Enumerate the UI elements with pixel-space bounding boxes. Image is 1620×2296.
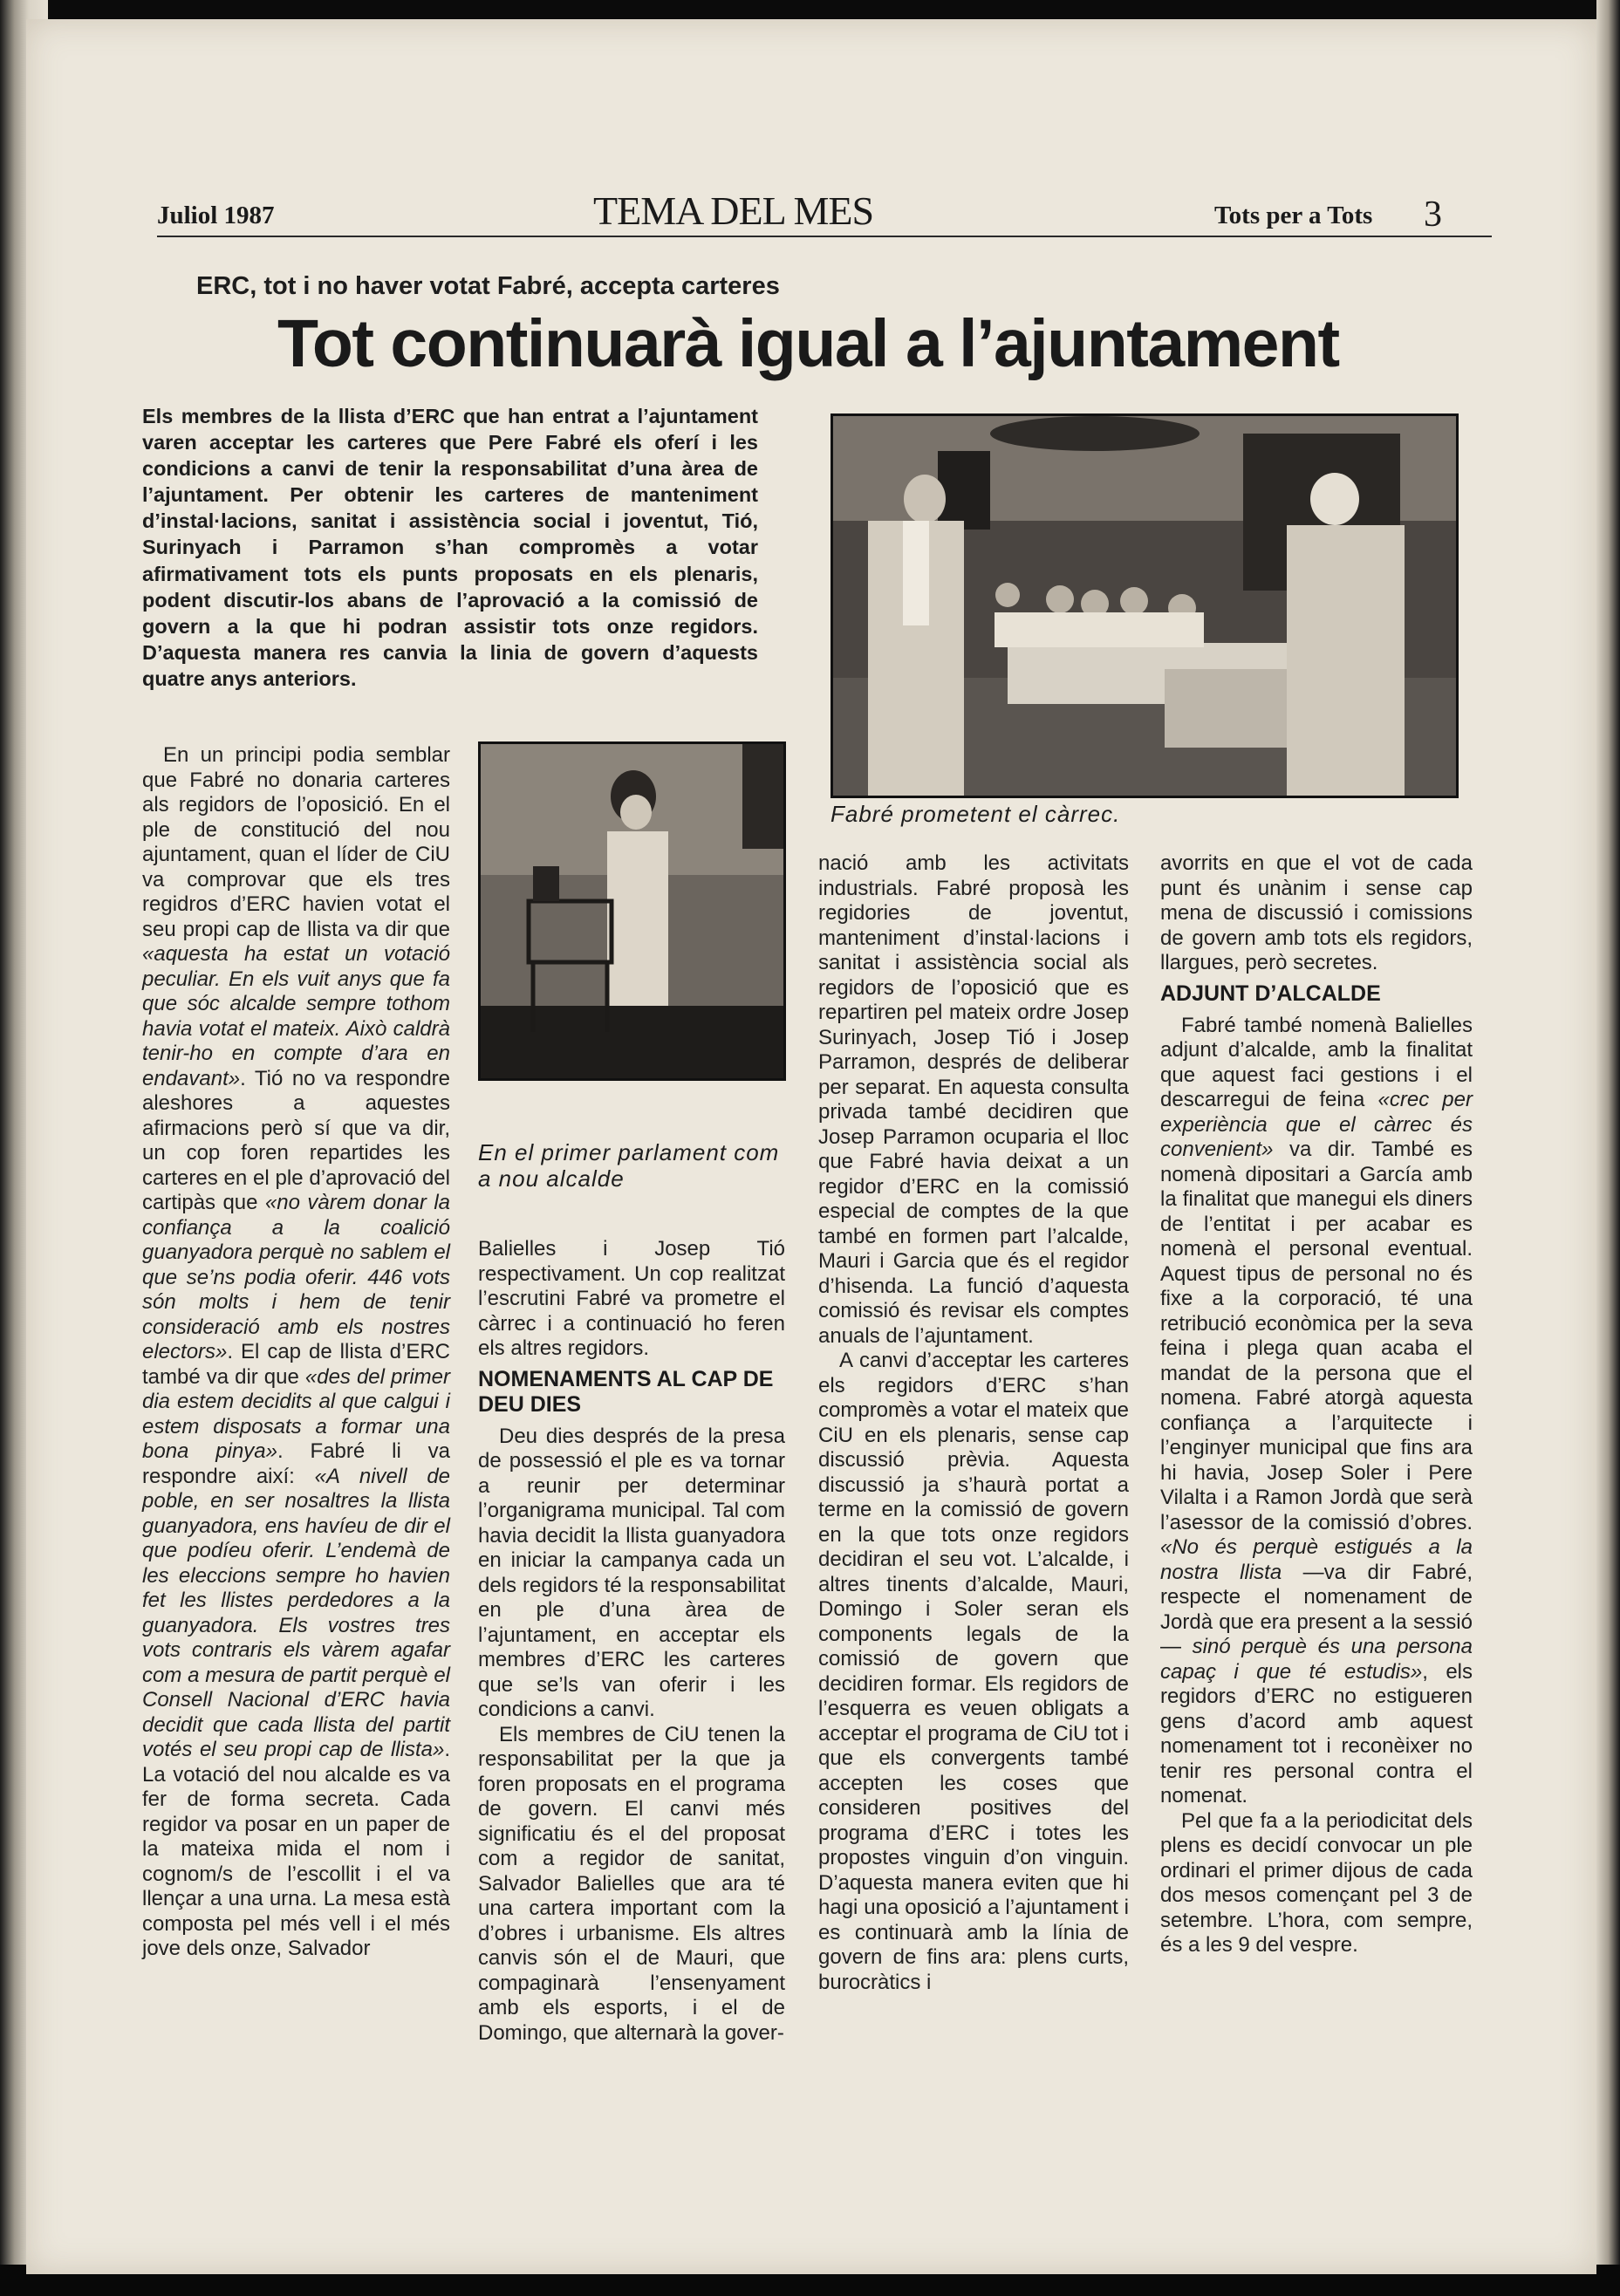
article-column-2 xyxy=(478,1237,785,2046)
article-column-1 xyxy=(142,743,450,1962)
quote: «aquesta ha estat un votació peculiar. En els vuit anys que fa que sóc alcalde sempre tothom havia votat el mateix. Això caldrà tenir-ho en compte d’ara en endavant» xyxy=(142,942,450,1090)
paragraph: A canvi d’acceptar les carteres els regidors d’ERC s’han compromès a votar el mateix que CiU en els plenaris, sense cap discussió prèvia. Aquesta discussió ja s’haurà portat a terme en la comissió de govern en la que tots onze regidors decidiran el seu vot. L’alcalde, i altres tinents d’alcalde, Mauri, Domingo i Soler seran els components legals de la comissió de govern que decidiren formar. Els regidors de l’esquerra es veuen obligats a acceptar el programa de CiU tot i que els convergents també accepten les coses que consideren positives del programa d’ERC i totes les propostes vinguin d’on vinguin. D’aquesta manera eviten que hi hagi una oposició a l’ajuntament i es continuarà amb la línia de govern de fins ara: plens curts, burocràtics i xyxy=(818,1349,1129,1994)
photo-first-speech-image xyxy=(481,744,783,1078)
photo-first-speech xyxy=(478,741,786,1081)
text-run: —va dir Fabré, respecte el nomenament de Jordà que era present a la sessió— xyxy=(1160,1560,1473,1658)
text-run: En un principi podia semblar que Fabré no donaria carteres als regidors de l’oposició. En el ple de constitució del nou ajuntament, quan el líder de CiU va comprovar que els tres regidros d’ERC havien votat el seu propi cap de llista va dir que xyxy=(142,743,450,941)
article-headline: Tot continuarà igual a l’ajuntament xyxy=(277,306,1339,381)
section-title: TEMA DEL MES xyxy=(593,188,874,233)
quote: «A nivell de poble, en ser nosaltres la llista guanyadora, ens havíeu de dir el que podíeu oferir. L’endemà de les eleccions sempre ho havien fet les llistes perdedores a la guanyadora. Els vostres tres vots contraris els vàrem agafar com a mesura de partit perquè el Consell Nacional d’ERC havia decidit que cada llista del partit votés el seu propi cap de llista» xyxy=(142,1464,451,1761)
quote: sinó perquè és una persona capaç i que té estudis» xyxy=(1160,1635,1473,1684)
issue-date: Juliol 1987 xyxy=(157,202,275,229)
subheading-adjunt: ADJUNT D’ALCALDE xyxy=(1160,981,1381,1006)
text-run: . El cap de llista d’ERC també va dir que xyxy=(142,1340,450,1389)
text-run: . Fabré li va respondre així: xyxy=(142,1439,450,1488)
quote: «no vàrem donar la confiança a la coalició guanyadora perquè no sablem el que se’ns podia oferir. 446 vots són molts i hem de tenir consideració amb els nostres electors» xyxy=(142,1191,450,1363)
text-run: . La votació del nou alcalde es va fer de forma secreta. Cada regidor va posar en un paper de la mateixa mida el nom i cognom/s de l’escollit i el va llençar a una urna. La mesa està composta pel més vell i el més jove dels onze, Salvador xyxy=(142,1738,450,1960)
paragraph: Els membres de CiU tenen la responsabilitat per la que ja foren proposats en el programa de govern. El canvi més significatiu és el del proposat com a regidor de sanitat, Salvador Balielles que ara té una cartera important com la d’obres i urbanisme. Els altres canvis són el de Mauri, que compaginarà l’ensenyament amb els esports, i el de Domingo, que alternarà la gover- xyxy=(478,1722,785,2045)
photo-swearing-in-image xyxy=(833,416,1456,796)
article-column-3 xyxy=(818,851,1129,1995)
article-lead: Els membres de la llista d’ERC que han entrat a l’ajuntament varen acceptar les carteres que Pere Fabré els oferí i les condicions a canvi de tenir la responsabilitat d’una àrea de l’ajuntament. Per obtenir les carteres de manteniment d’instal·lacions, sanitat i assistència social i joventut, Tió, Surinyach i Parramon s’han compromès a votar afirmativament tots els punts proposats en els plenaris, podent discutir-los abans de l’aprovació a la comissió de govern a la que hi podran assistir tots onze regidors. D’aquesta manera res canvia la linia de govern d’aquests quatre anys anteriors. xyxy=(142,405,758,690)
paragraph xyxy=(142,743,450,1962)
paragraph xyxy=(1160,1014,1473,1809)
quote: «No és perquè estigués a la nostra llista xyxy=(1160,1535,1473,1584)
photo-first-speech-caption: En el primer parlament com a nou alcalde xyxy=(478,1139,780,1192)
quote: «crec per experiència que el càrrec és convenient» xyxy=(1160,1088,1473,1161)
header-rule xyxy=(157,236,1492,237)
text-run: , els regidors d’ERC no estigueren gens d’acord amb aquest nomenament tot i reconèixer no tenir res personal contra el nomenat. xyxy=(1160,1659,1473,1807)
article-kicker: ERC, tot i no haver votat Fabré, accepta carteres xyxy=(196,272,780,300)
quote: «des del primer dia estem decidits al que calgui i estem disposats a formar una bona pinya» xyxy=(142,1364,450,1463)
subheading-nomenaments: NOMENAMENTS AL CAP DE DEU DIES xyxy=(478,1366,774,1417)
text-run: va dir. També es nomenà dipositari a García amb la finalitat que manegui els diners de l’entitat i per acabar es nomenà el personal eventual. Aquest tipus de personal no és fixe a la corporació, té una retribució econòmica per la seva feina i plega quan acaba el mandat de la persona que el nomena. Fabré atorgà aquesta confiança a l’arquitecte i l’enginyer municipal que fins ara hi havia, Josep Soler i Pere Vilalta i a Ramon Jordà que serà l’asessor de la comissió d’obres. xyxy=(1160,1138,1473,1534)
paragraph: Deu dies després de la presa de possessió el ple es va tornar a reunir per determinar l’organigrama municipal. Tal com havia decidit la llista guanyadora en iniciar la campanya cada un dels regidors té la responsabilitat en ple d’una àrea de l’ajuntament, en acceptar els membres d’ERC les carteres que se’ls van oferir i les condicions a canvi. xyxy=(478,1424,785,1721)
page-header xyxy=(157,188,1492,237)
page-edge xyxy=(1596,0,1620,2296)
paragraph: avorrits en que el vot de cada punt és unànim i sense cap mena de discussió i comissions de govern amb tots els regidors, llargues, però secretes. xyxy=(1160,851,1473,974)
paragraph: Pel que fa a la periodicitat dels plens es decidí convocar un ple ordinari el primer dijous de cada dos mesos començant pel 3 de setembre. L’hora, com sempre, és a les 9 del vespre. xyxy=(1160,1808,1473,1957)
photo-swearing-in-caption: Fabré prometent el càrrec. xyxy=(831,801,1121,827)
publication-name: Tots per a Tots xyxy=(1214,202,1373,229)
paragraph: Balielles i Josep Tió respectivament. Un cop realitzat l’escrutini Fabré va prometre el càrrec i a continuació ho feren els altres regidors. xyxy=(478,1237,785,1360)
article-column-4 xyxy=(1160,851,1473,1958)
paragraph: nació amb les activitats industrials. Fabré proposà les regidories de joventut, manteniment d’instal·lacions i sanitat i assistència social als regidors de l’oposició que es repartiren pel mateix ordre Josep Surinyach, Josep Tió i Josep Parramon, després de deliberar per separat. En aquesta consulta privada també decidiren que Josep Parramon ocuparia el lloc que Fabré havia deixat a un regidor d’ERC en la comissió especial de comptes de la que també en formen part l’alcalde, Mauri i Garcia que és el regidor d’hisenda. La funció d’aquesta comissió és revisar els comptes anuals de l’ajuntament. xyxy=(818,851,1129,1348)
page-number: 3 xyxy=(1424,195,1442,235)
photo-swearing-in xyxy=(831,413,1459,798)
text-run: . Tió no va respondre aleshores a aquestes afirmacions però sí que va dir, un cop foren repartides les carteres en el ple d’aprovació del cartipàs que xyxy=(142,1066,450,1214)
text-run: Fabré també nomenà Balielles adjunt d’alcalde, amb la finalitat que aquest faci gestions i el descarregui de feina xyxy=(1160,1013,1473,1111)
